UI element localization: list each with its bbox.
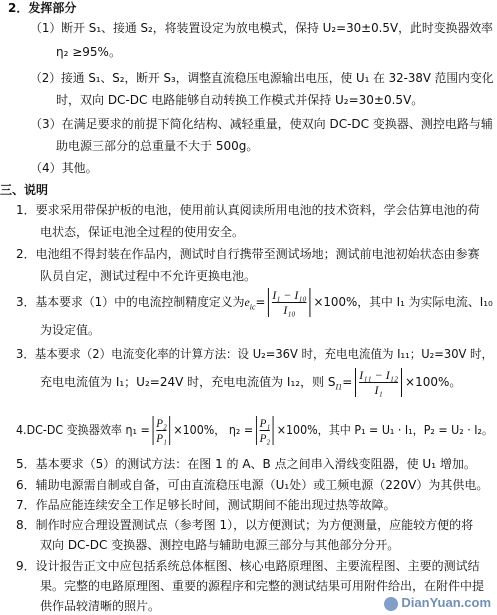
note-10-line2: 果。完整的电路原理图、重要的源程序和完整的测试结果可用附件给出，在附件中提	[40, 579, 485, 593]
note-6: 5．基本要求（5）的测试方法：在图 1 的 A、B 点之间串入滑线变阻器，使 U₁ 增加。	[16, 457, 476, 471]
eff1-numerator: P₂	[156, 416, 167, 430]
item-4: （4）其他。	[30, 161, 98, 175]
eq-sign-2: =	[342, 375, 353, 389]
item-1-line1: （1）断开 S₁、接通 S₂，将装置设定为放电模式，保持 U₂=30±0.5V，此时变换器效率	[30, 21, 494, 35]
eff1-denominator: P₁	[156, 431, 167, 445]
note-3-post: ×100%，其中 I₁ 为实际电流、I₁₀	[313, 295, 493, 309]
rate-numerator: I₁₁ − I₁₂	[359, 368, 399, 382]
note-5-post: ×100%，其中 P₁ = U₁ · I₁，P₂ = U₂ · I₂。	[276, 423, 494, 437]
watermark-logo	[384, 595, 491, 611]
note-7: 6．辅助电源需自制或自备，可由直流稳压电源（U₁处）或工频电源（220V）为其供电。	[16, 478, 489, 492]
note-4-formula-line	[40, 367, 461, 402]
note-9-line2: 双向 DC-DC 变换器、测控电路与辅助电源三部分与其他部分分开。	[40, 538, 400, 552]
item-3-line1: （3）在满足要求的前提下简化结构、减轻重量，使双向 DC-DC 变换器、测控电路与辅	[30, 117, 493, 131]
item-3-line2: 助电源三部分的总重量不大于 500g。	[56, 139, 259, 153]
eq-sign: =	[255, 295, 266, 309]
eff2-denominator: P₂	[259, 431, 271, 445]
item-2-line2: 时，双向 DC-DC 电路能够自动转换工作模式并保持 U₂=30±0.5V。	[56, 93, 424, 107]
precision-fraction	[268, 288, 310, 317]
eff2-numerator: P₁	[259, 416, 271, 430]
note-2-line1: 2．电池组不得封装在作品内，测试时自行携带至测试场地；测试前电池初始状态由参赛	[16, 247, 480, 261]
precision-denominator: I₁₀	[283, 303, 296, 317]
note-3-formula-line	[16, 287, 493, 322]
note-4-pre: 充电电流值为 I₁；U₂=24V 时，充电电流值为 I₁₂，则 S	[40, 375, 336, 389]
section-2-title: 2．发挥部分	[8, 1, 77, 15]
e-subscript: ic	[249, 302, 256, 312]
note-3-line2: 为设定值。	[40, 323, 101, 337]
efficiency-fraction-2	[256, 416, 274, 445]
note-8: 7．作品应能连续安全工作足够长时间，测试期间不能出现过热等故障。	[16, 498, 396, 512]
item-1-line2: η₂ ≥95%。	[56, 45, 121, 59]
efficiency-fraction-1	[153, 416, 171, 445]
note-1-line2: 电状态，保证电池全过程的使用安全。	[40, 225, 245, 239]
rate-denominator: I₁	[374, 383, 383, 397]
note-5-pre: 4.DC-DC 变换器效率 η₁ =	[16, 423, 150, 437]
section-3-title: 三、说明	[0, 183, 49, 197]
watermark-text: DianYuan.com	[401, 595, 491, 611]
note-10-line3: 供作品较清晰的照片。	[40, 599, 161, 613]
note-5-formula-line	[16, 415, 493, 445]
note-4-line1: 3．基本要求（2）电流变化率的计算方法：设 U₂=36V 时，充电电流值为 I₁₁；U₂=30V 时，	[16, 347, 494, 361]
note-9-line1: 8．制作时应合理设置测试点（参考图 1），以方便测试；为方便测量，应能较方便的将	[16, 518, 474, 532]
item-2-line1: （2）接通 S₁、S₂，断开 S₃，调整直流稳压电源输出电压，使 U₁ 在 32-38V 范围内变化	[30, 71, 494, 85]
s-subscript: I1	[335, 382, 343, 392]
note-2-line2: 队员自定，测试过程中不允许更换电池。	[40, 269, 257, 283]
note-1-line1: 1．要求采用带保护板的电池，使用前认真阅读所用电池的技术资料，学会估算电池的荷	[16, 203, 480, 217]
note-3-pre: 3．基本要求（1）中的电流控制精度定义为	[16, 295, 245, 309]
e-symbol: e	[244, 295, 250, 309]
note-10-line1: 9．设计报告正文中应包括系统总体框图、核心电路原理图、主要流程图、主要的测试结	[16, 559, 480, 573]
precision-numerator: I₁ − I₁₀	[272, 288, 307, 302]
rate-fraction	[355, 368, 402, 397]
watermark-icon	[384, 597, 398, 611]
note-4-post: ×100%。	[405, 375, 462, 389]
note-5-mid: ×100%， η₂ =	[173, 423, 254, 437]
